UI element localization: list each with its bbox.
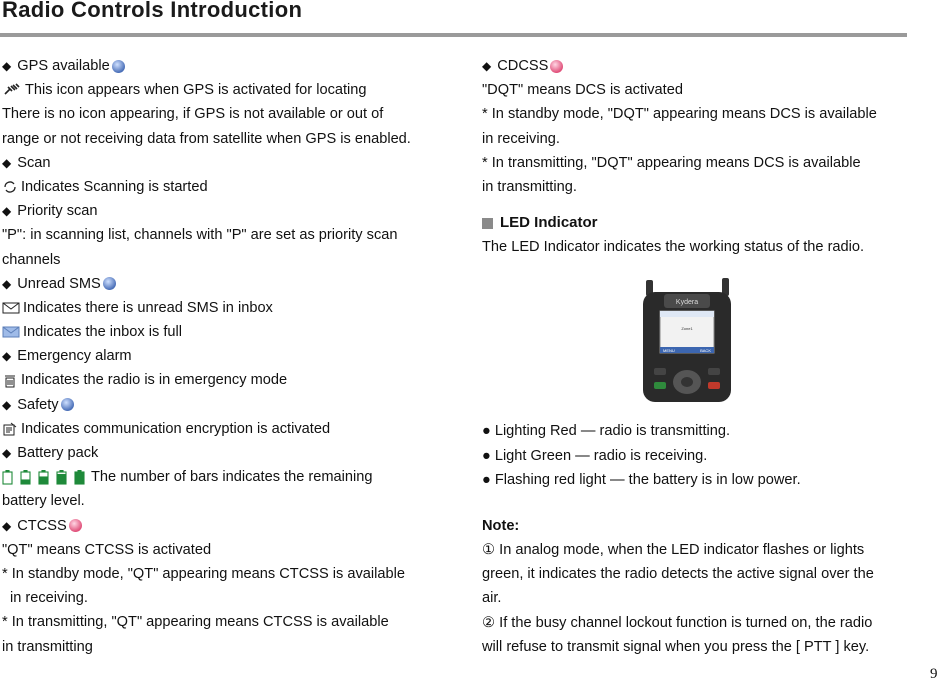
- sms-heading: ◆ Unread SMS: [2, 272, 442, 296]
- cdcss-heading: ◆ CDCSS: [482, 54, 912, 78]
- led-bullet-red: ● Lighting Red — radio is transmitting.: [482, 423, 731, 440]
- battery-line-2: battery level.: [2, 493, 85, 510]
- ctcss-line-2: * In standby mode, "QT" appearing means CTCSS is available: [2, 565, 405, 582]
- battery-heading: ◆ Battery pack: [2, 441, 442, 465]
- ctcss-line-5: in transmitting: [2, 638, 93, 655]
- safety-heading: ◆ Safety: [2, 393, 442, 417]
- ctcss-badge-icon: [69, 519, 82, 532]
- note-1a: ① In analog mode, when the LED indicator flashes or lights: [482, 542, 865, 559]
- satellite-icon: [2, 83, 22, 97]
- note-2b: will refuse to transmit signal when you press the [ PTT ] key.: [482, 638, 870, 655]
- note-1b: green, it indicates the radio detects the active signal over the: [482, 566, 874, 583]
- gps-line-2: There is no icon appearing, if GPS is not available or out of: [2, 106, 384, 123]
- note-2a: ② If the busy channel lockout function is turned on, the radio: [482, 614, 873, 631]
- scan-line-1: Indicates Scanning is started: [2, 175, 442, 199]
- ctcss-heading: ◆ CTCSS: [2, 514, 442, 538]
- scan-heading: ◆ Scan: [2, 151, 442, 175]
- left-column: [2, 54, 442, 659]
- led-bullet-green: ● Light Green — radio is receiving.: [482, 447, 708, 464]
- envelope-icon: [2, 302, 20, 314]
- sms-line-1: Indicates there is unread SMS in inbox: [2, 296, 442, 320]
- page-title: Radio Controls Introduction: [2, 0, 303, 22]
- diamond-bullet-icon: ◆: [2, 446, 12, 460]
- diamond-bullet-icon: ◆: [2, 155, 12, 170]
- led-intro: The LED Indicator indicates the working status of the radio.: [482, 239, 865, 256]
- safety-line-1: Indicates communication encryption is activated: [2, 417, 442, 441]
- radio-zone: Zone1: [681, 326, 693, 331]
- priority-line-2: channels: [2, 251, 61, 268]
- cdcss-line-4: * In transmitting, "DQT" appearing means DCS is available: [482, 154, 861, 171]
- diamond-bullet-icon: ◆: [2, 349, 12, 364]
- battery-levels-icon: [2, 470, 88, 485]
- note-1c: air.: [482, 590, 502, 607]
- diamond-bullet-icon: ◆: [2, 59, 12, 73]
- ctcss-line-3: in receiving.: [10, 590, 88, 607]
- led-heading: LED Indicator: [482, 211, 912, 235]
- cdcss-line-1: "DQT" means DCS is activated: [482, 82, 683, 99]
- square-bullet-icon: [482, 218, 493, 229]
- inbox-full-icon: [2, 326, 20, 338]
- encryption-icon: [2, 422, 18, 436]
- gps-badge-icon: [112, 60, 125, 73]
- priority-line-1: "P": in scanning list, channels with "P" are set as priority scan: [2, 227, 398, 244]
- emergency-icon: [2, 374, 18, 388]
- note-heading: Note:: [482, 517, 520, 534]
- diamond-bullet-icon: ◆: [2, 518, 12, 533]
- ctcss-line-4: * In transmitting, "QT" appearing means CTCSS is available: [2, 614, 389, 631]
- ctcss-line-1: "QT" means CTCSS is activated: [2, 541, 212, 558]
- safety-badge-icon: [61, 398, 74, 411]
- radio-brand: Kydera: [675, 299, 699, 306]
- emergency-heading: ◆ Emergency alarm: [2, 344, 442, 368]
- cdcss-badge-icon: [550, 60, 563, 73]
- title-rule: [0, 33, 907, 37]
- cdcss-line-2: * In standby mode, "DQT" appearing means DCS is available: [482, 106, 877, 123]
- gps-line-3: range or not receiving data from satellite when GPS is enabled.: [2, 130, 411, 147]
- gps-line-1: This icon appears when GPS is activated for locating: [2, 78, 442, 102]
- diamond-bullet-icon: ◆: [2, 397, 12, 412]
- diamond-bullet-icon: ◆: [2, 276, 12, 291]
- radio-menu: MENU: [663, 348, 675, 353]
- diamond-bullet-icon: ◆: [2, 204, 12, 219]
- cdcss-line-3: in receiving.: [482, 130, 560, 147]
- diamond-bullet-icon: ◆: [482, 59, 492, 73]
- emergency-line-1: Indicates the radio is in emergency mode: [2, 368, 442, 392]
- radio-back: BACK: [700, 348, 711, 353]
- cdcss-line-5: in transmitting.: [482, 178, 577, 195]
- gps-heading: ◆ GPS available: [2, 54, 442, 78]
- sms-line-2: Indicates the inbox is full: [2, 320, 442, 344]
- radio-image: [640, 276, 734, 402]
- led-bullet-flash: ● Flashing red light — the battery is in low power.: [482, 471, 801, 488]
- page-number: 9: [930, 666, 938, 682]
- priority-heading: ◆ Priority scan: [2, 199, 442, 223]
- scan-icon: [2, 180, 18, 194]
- battery-line-1: The number of bars indicates the remaining: [2, 465, 442, 489]
- sms-badge-icon: [103, 277, 116, 290]
